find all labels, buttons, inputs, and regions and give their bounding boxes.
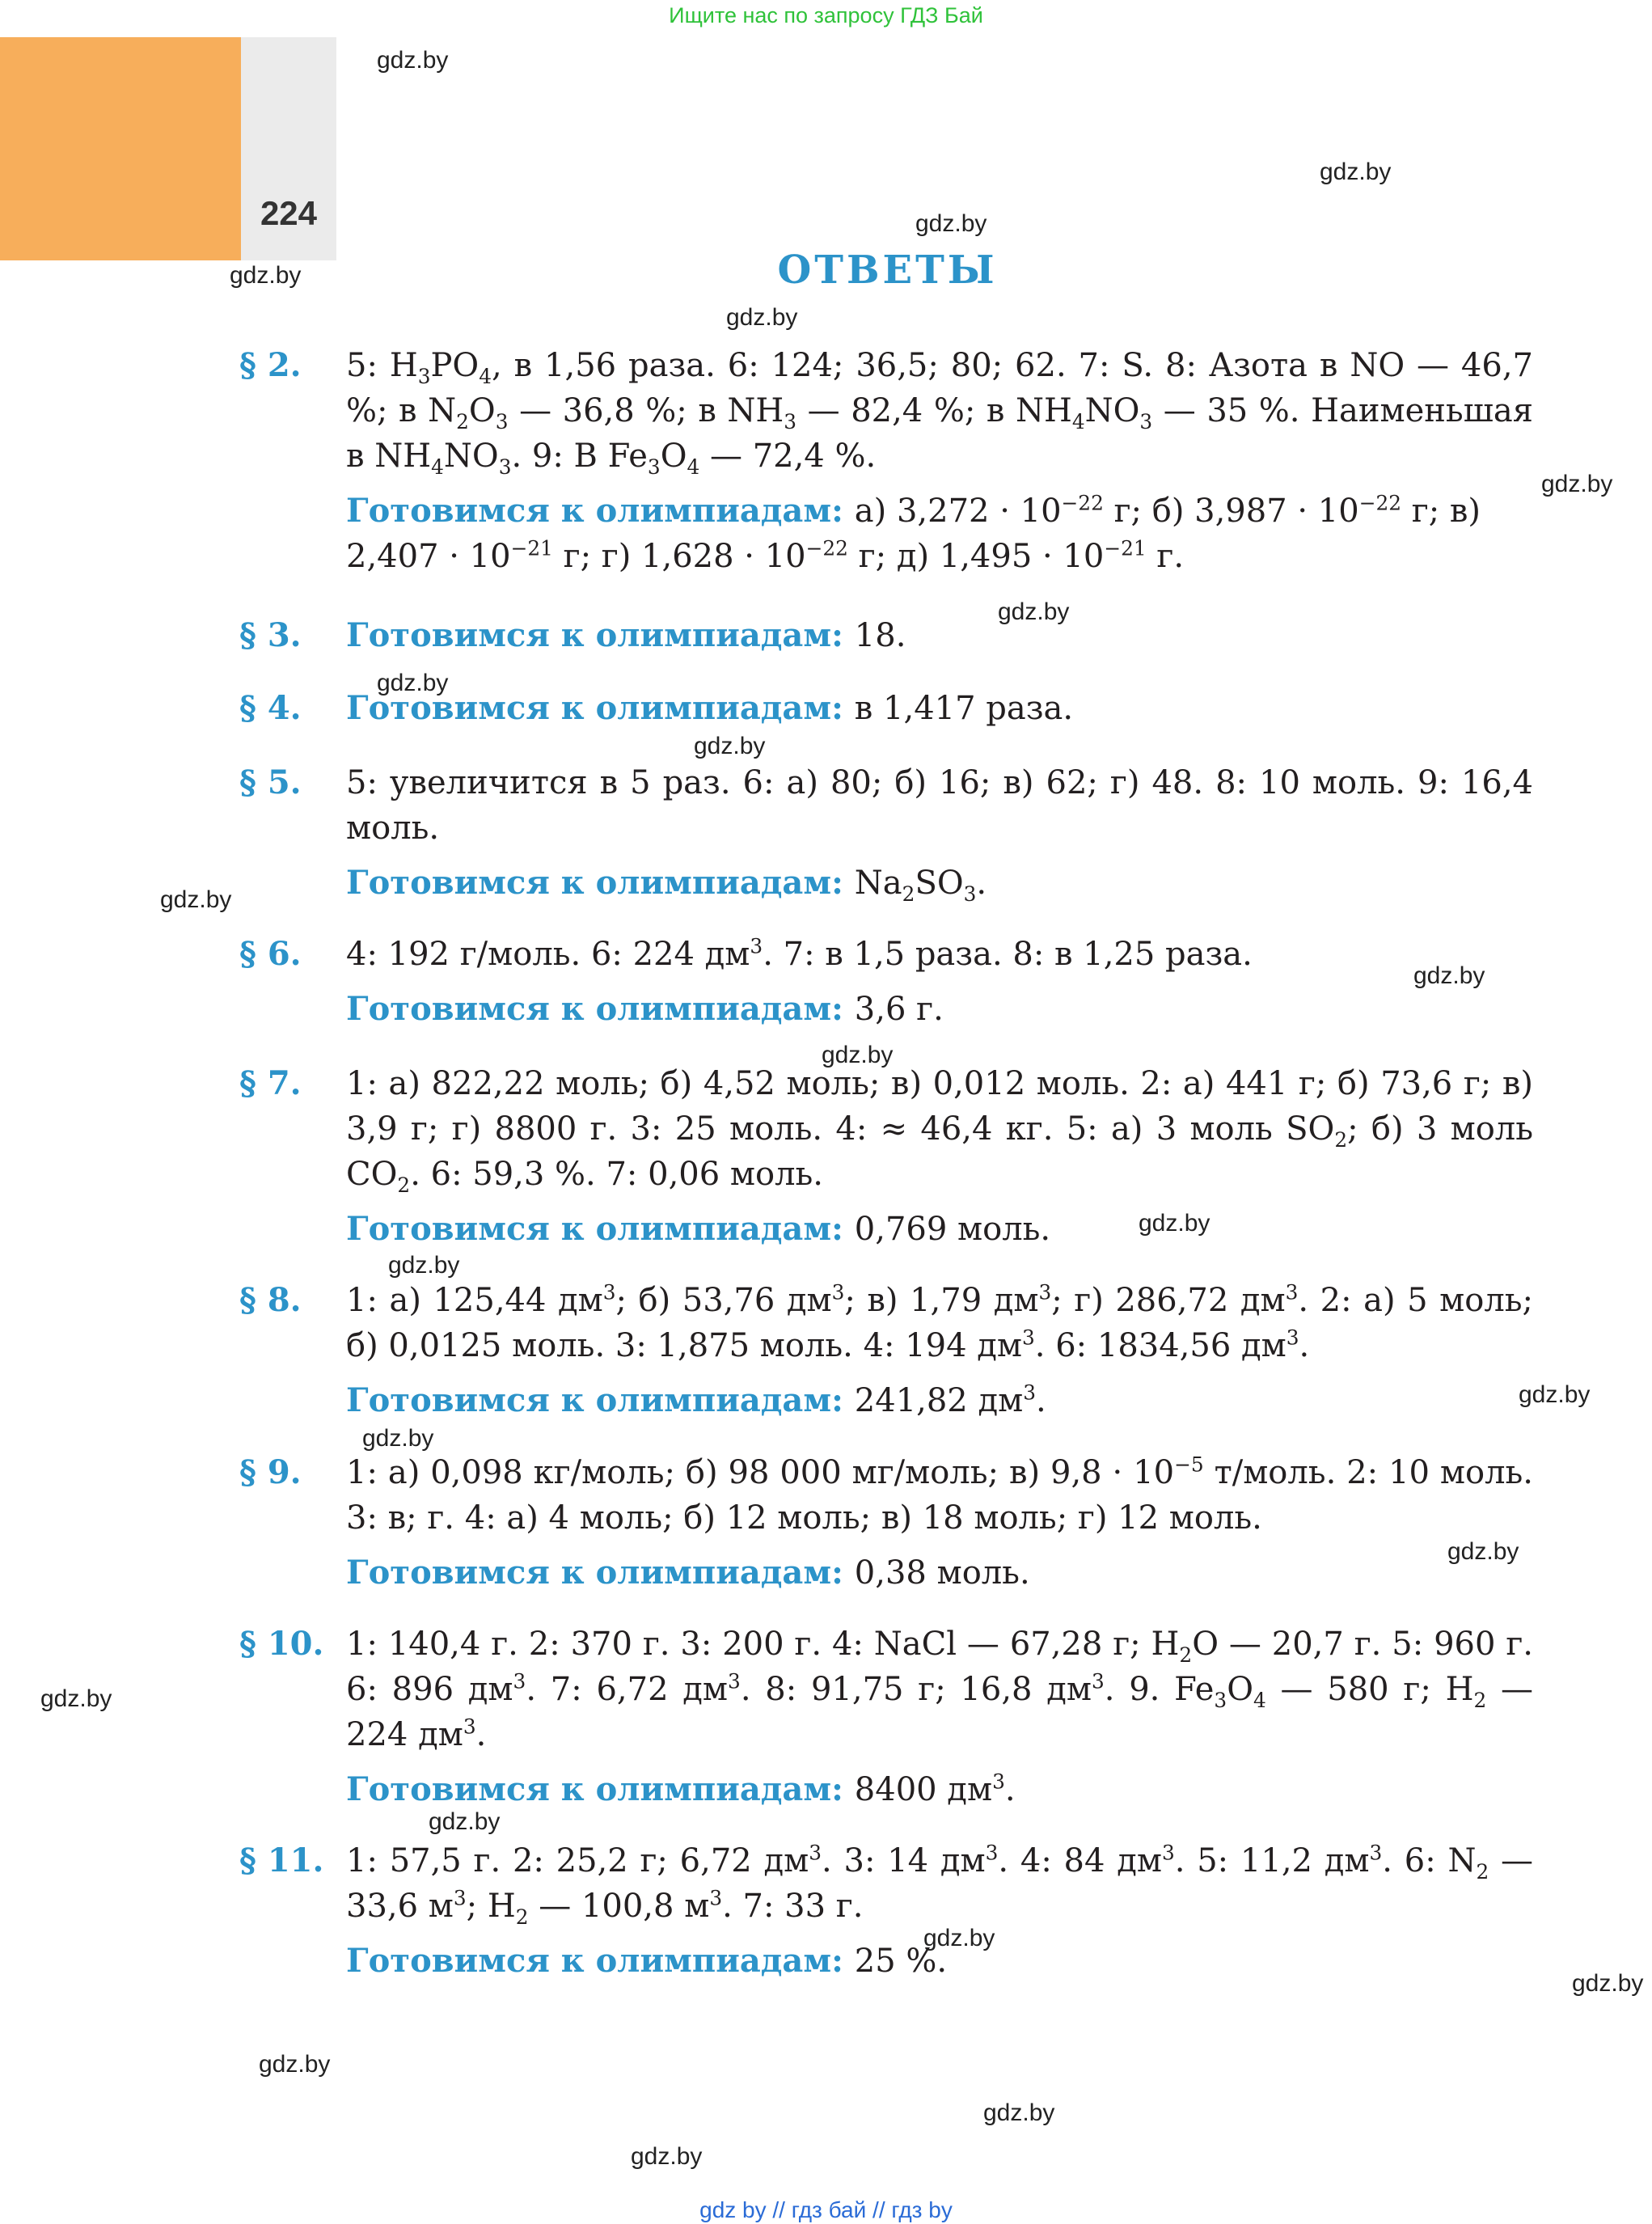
orange-corner-block [0,37,241,260]
olympiad-answer: Готовимся к олимпиадам: 241,82 $дм^3$. [346,1380,1046,1419]
watermark: gdz.by [230,262,302,289]
olympiad-answer: Готовимся к олимпиадам: 25 %. [346,1942,948,1980]
watermark: gdz.by [1541,471,1613,497]
answer-text: 1: а) 125,44 $дм^3$; б) 53,76 $дм^3$; в) 1,79 $дм^3$; г) 286,72 $дм^3$. 2: а) 5 моль; б) 0,0125 моль. 3: 1,875 моль. 4: 194 $дм^3$. 6: 1834,56 $дм^3$. [346,1280,1534,1364]
olympiad-label: Готовимся к олимпиадам: [346,1210,855,1248]
answer-section [239,343,1533,579]
section-body [346,613,1533,658]
watermark: gdz.by [160,886,232,913]
watermark: gdz.by [915,210,987,237]
olympiad-label: Готовимся к олимпиадам: [346,990,855,1028]
section-number: § 3. [239,616,302,654]
watermark: gdz.by [822,1042,894,1068]
footer-links[interactable]: gdz by // гдз бай // гдз by [699,2197,953,2222]
watermark: gdz.by [983,2099,1055,2126]
answer-text: 1: 140,4 г. 2: 370 г. 3: 200 г. 4: NaCl — 67,28 г; $H_2O$ — 20,7 г. 5: 960 г. 6: 896 $дм^3$. 7: 6,72 $дм^3$. 8: 91,75 г; 16,8 $дм^3$. 9. $Fe_3O_4$ — 580 г; $H_2$ — 224 $дм^3$. [346,1626,1534,1753]
watermark: gdz.by [631,2143,703,2170]
section-body [346,1450,1533,1596]
watermark: gdz.by [40,1685,112,1712]
olympiad-answer: Готовимся к олимпиадам: а) $3,272 \cdot 10^{-22}$ г; б) $3,987 \cdot 10^{-22}$ г; в) $2,407 \cdot 10^{-21}$ г; г) $1,628 \cdot 10^{-22}$ г; д) $1,495 \cdot 10^{-21}$ г. [346,491,1481,575]
olympiad-answer: Готовимся к олимпиадам: $Na_2SO_3$. [346,864,987,906]
answer-text: 4: 192 г/моль. 6: 224 $дм^3$. 7: в 1,5 раза. 8: в 1,25 раза. [346,934,1253,973]
section-number: § 9. [239,1453,302,1491]
answer-section [239,932,1533,1032]
olympiad-label: Готовимся к олимпиадам: [346,1770,855,1808]
watermark: gdz.by [388,1252,460,1279]
answer-section [239,760,1533,906]
section-body [346,1838,1533,1984]
olympiad-label: Готовимся к олимпиадам: [346,492,855,530]
watermark: gdz.by [923,1925,995,1951]
watermark: gdz.by [1519,1381,1591,1408]
watermark: gdz.by [694,733,766,759]
olympiad-label: Готовимся к олимпиадам: [346,616,855,654]
olympiad-answer: Готовимся к олимпиадам: в 1,417 раза. [346,689,1074,727]
answer-section [239,1061,1533,1252]
section-body [346,1621,1533,1812]
section-number: § 5. [239,763,302,801]
watermark: gdz.by [362,1425,434,1452]
watermark: gdz.by [259,2051,331,2078]
watermark: gdz.by [1413,962,1485,989]
answer-text: 1: а) 822,22 моль; б) 4,52 моль; в) 0,012 моль. 2: а) 441 г; б) 73,6 г; в) 3,9 г; г) 8800 г. 3: 25 моль. 4: ≈ 46,4 кг. 5: а) 3 моль $SO_2$; б) 3 моль $CO_2$. 6: 59,3 %. 7: 0,06 моль. [346,1065,1533,1197]
section-number: § 4. [239,689,302,727]
answer-section [239,686,1533,731]
page-number: 224 [260,194,318,232]
watermark: gdz.by [1572,1970,1644,1997]
olympiad-label: Готовимся к олимпиадам: [346,864,855,902]
watermark: gdz.by [377,47,449,74]
watermark: gdz.by [1320,159,1392,185]
section-body [346,760,1533,906]
watermark: gdz.by [1139,1210,1210,1237]
answer-section [239,1450,1533,1596]
page-title: ОТВЕТЫ [777,247,998,293]
section-number: § 2. [239,346,302,384]
watermark: gdz.by [377,670,449,696]
watermark: gdz.by [998,598,1070,625]
olympiad-label: Готовимся к олимпиадам: [346,1942,855,1980]
answer-section [239,1278,1533,1423]
olympiad-label: Готовимся к олимпиадам: [346,1554,855,1592]
watermark: gdz.by [1447,1538,1519,1565]
section-number: § 11. [239,1841,324,1879]
watermark: gdz.by [726,304,798,331]
answer-section [239,1838,1533,1984]
section-number: § 6. [239,935,302,973]
olympiad-answer: Готовимся к олимпиадам: 0,769 моль. [346,1210,1051,1248]
section-number: § 10. [239,1625,324,1663]
answer-text: 5: увеличится в 5 раз. 6: а) 80; б) 16; в) 62; г) 48. 8: 10 моль. 9: 16,4 моль. [346,764,1533,847]
olympiad-answer: Готовимся к олимпиадам: 0,38 моль. [346,1554,1030,1592]
olympiad-answer: Готовимся к олимпиадам: 18. [346,616,906,654]
olympiad-answer: Готовимся к олимпиадам: 8400 $дм^3$. [346,1769,1016,1808]
search-banner[interactable]: Ищите нас по запросу ГДЗ Бай [669,3,983,27]
section-body [346,932,1533,1032]
watermark: gdz.by [429,1808,501,1835]
section-body [346,1061,1533,1252]
section-number: § 8. [239,1281,302,1319]
answer-section [239,613,1533,658]
answer-section [239,1621,1533,1812]
olympiad-label: Готовимся к олимпиадам: [346,689,855,727]
answer-text: 5: $H_3PO_4$, в 1,56 раза. 6: 124; 36,5; 80; 62. 7: S. 8: Азота в NO — 46,7 %; в $N_2O_3$ — 36,8 %; в $NH_3$ — 82,4 %; в $NH_4NO_3$ — 35 %. Наименьшая в $NH_4NO_3$. 9: В $Fe_3O_4$ — 72,4 %. [346,347,1533,479]
answer-text: 1: а) 0,098 кг/моль; б) 98 000 мг/моль; в) $9,8 \cdot 10^{-5}$ т/моль. 2: 10 моль. 3: в; г. 4: а) 4 моль; б) 12 моль; в) 18 моль; г) 12 моль. [346,1452,1533,1537]
olympiad-answer: Готовимся к олимпиадам: 3,6 г. [346,990,944,1028]
section-body [346,686,1533,731]
answer-text: 1: 57,5 г. 2: 25,2 г; 6,72 $дм^3$. 3: 14 $дм^3$. 4: 84 $дм^3$. 5: 11,2 $дм^3$. 6: $N_2$ — 33,6 $м^3$; $H_2$ — 100,8 $м^3$. 7: 33 г. [346,1841,1533,1929]
section-body [346,343,1533,579]
section-number: § 7. [239,1064,302,1102]
section-body [346,1278,1533,1423]
olympiad-label: Готовимся к олимпиадам: [346,1381,855,1419]
